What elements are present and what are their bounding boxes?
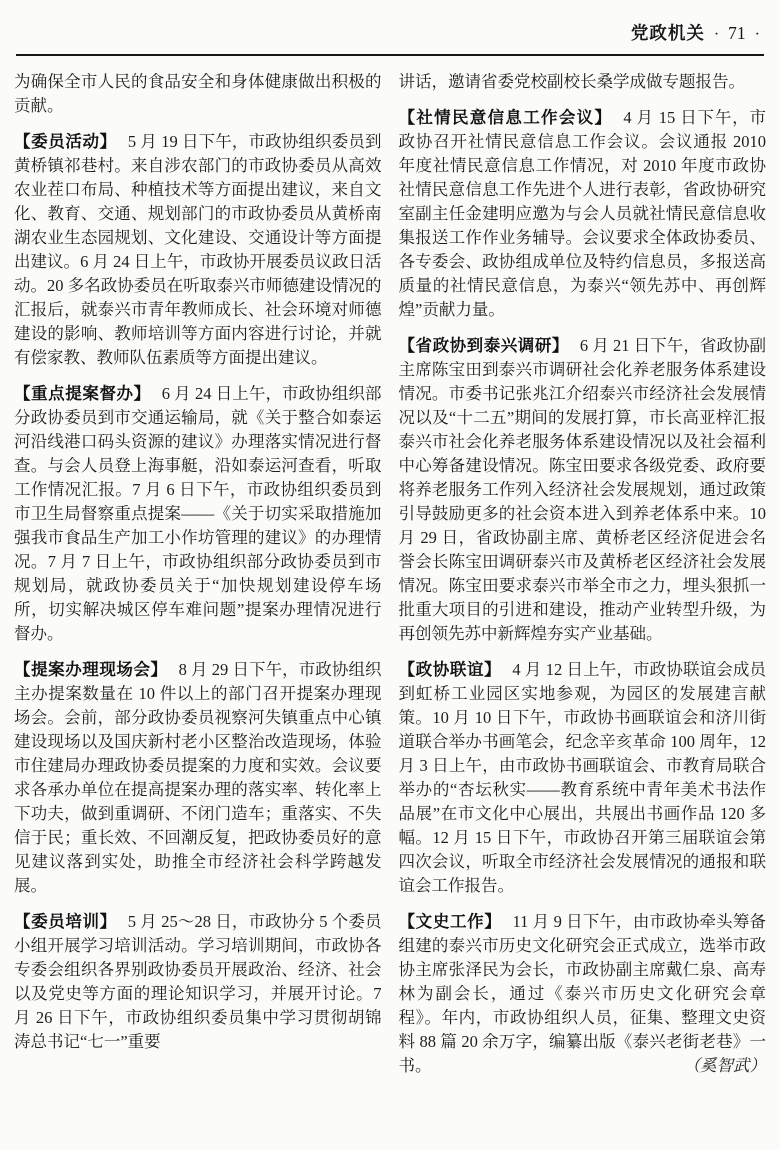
section-body: 6 月 21 日下午，省政协副主席陈宝田到泰兴市调研社会化养老服务体系建设情况。市委书记张兆江介绍泰兴市经济社会发展情况以及“十二五”期间的发展打算，市长高亚梓汇报泰兴市社会化养老服务体系建设情况以及社会福利中心筹备建设情况。陈宝田要求各级党委、政府要将养老服务工作列入经济社会发展规划，通过政策引导鼓励更多的社会资本进入到养老体系中来。10 月 29 日，省政协副主席、黄桥老区经济促进会名誉会长陈宝田调研泰兴市及黄桥老区经济社会发展情况。陈宝田要求泰兴市举全市之力，埋头狠抓一批重大项目的引进和建设，推动产业转型升级，为再创领先苏中新辉煌夯实产业基础。 [398, 336, 767, 643]
section-body: 8 月 29 日下午，市政协组织主办提案数量在 10 件以上的部门召开提案办理现场会。会前，部分政协委员视察河失镇重点中心镇建设现场以及国庆新村老小区整治改造现场，体验市住建局办理政协委员提案的力度和实效。会议要求各承办单位在提高提案办理的落实率、转化率上下功夫，做到重调研、不闭门造车；重落实、不失信于民；重长效、不回潮反复，把政协委员好的意见建议落到实处，助推全市经济社会科学跨越发展。 [14, 660, 382, 895]
section-heading: 【委员活动】 [14, 133, 117, 151]
page-number: 71 [728, 23, 746, 43]
section-heading: 【政协联谊】 [398, 661, 502, 679]
section-body: 6 月 24 日上午，市政协组织部分政协委员到市交通运输局，就《关于整合如泰运河沿线港口码头资源的建议》办理落实情况进行督查。与会人员登上海事艇，沿如泰运河查看，听取工作情况汇报。7 月 6 日下午，市政协组织委员到市卫生局督察重点提案——《关于切实采取措施加强我市食品生产加工小作坊管理的建议》的办理情况。7 月 7 日上午，市政协组织部分政协委员到市规划局，就政协委员关于“加快规划建设停车场所，切实解决城区停车难问题”提案办理情况进行督办。 [14, 384, 382, 643]
right-column [399, 70, 767, 1078]
text-columns [14, 70, 766, 1078]
page-header [14, 12, 766, 54]
author-byline: （奚智武） [683, 1056, 766, 1075]
header-separator-dot: · [754, 26, 760, 43]
section-body: 4 月 12 日上午，市政协联谊会成员到虹桥工业园区实地参观，为园区的发展建言献策。10 月 10 日下午，市政协书画联谊会和济川街道联合举办书画笔会，纪念辛亥革命 100 周年，12 月 3 日上午，由市政协书画联谊会、市教育局联合举办的“杏坛秋实——教育系统中青年美术书法作品展”在市文化中心展出，共展出书画作品 120 多幅。12 月 15 日下午，市政协召开第三届联谊会第四次会议，听取全市经济社会发展情况的通报和联谊会工作报告。 [398, 660, 767, 895]
continuation-paragraph: 讲话，邀请省委党校副校长桑学成做专题报告。 [398, 72, 745, 91]
section-heading: 【委员培训】 [14, 913, 117, 931]
section-entry [399, 910, 767, 1078]
header-rule [16, 54, 764, 56]
section-heading: 【社情民意信息工作会议】 [398, 109, 613, 127]
section-body: 11 月 9 日下午，由市政协牵头筹备组建的泰兴市历史文化研究会正式成立，选举市政协主席张泽民为会长，市政协副主席戴仁泉、高寿林为副会长，通过《泰兴市历史文化研究会章程》。年内，市政协组织人员，征集、整理文史资料 88 篇 20 余万字，编纂出版《泰兴老街老巷》一书。 [398, 912, 767, 1075]
left-column [14, 70, 382, 1078]
section-heading: 【文史工作】 [398, 913, 502, 931]
section-heading: 【重点提案督办】 [14, 385, 151, 403]
section-entry [14, 910, 382, 1054]
section-entry [14, 130, 382, 370]
running-head-section-title: 党政机关 [630, 23, 705, 43]
section-body: 4 月 15 日下午，市政协召开社情民意信息工作会议。会议通报 2010 年度社情民意信息工作情况，对 2010 年度市政协社情民意信息工作先进个人进行表彰，省政协研究室副主任金建明应邀为与会人员就社情民意信息收集报送工作作业务辅导。会议要求全体政协委员、各专委会、政协组成单位及特约信息员，多报送高质量的社情民意信息，为泰兴“领先苏中、再创辉煌”贡献力量。 [398, 108, 767, 319]
section-entry [399, 658, 767, 898]
continuation-paragraph: 为确保全市人民的食品安全和身体健康做出积极的贡献。 [14, 72, 382, 115]
section-entry [14, 658, 382, 898]
section-entry [399, 106, 767, 322]
section-body: 5 月 19 日下午，市政协组织委员到黄桥镇祁巷村。来自涉农部门的市政协委员从高效农业茬口布局、种植技术等方面提出建议，来自文化、教育、交通、规划部门的市政协委员从黄桥南湖农业生态园规划、文化建设、交通设计等方面提出建议。6 月 24 日上午，市政协开展委员议政日活动。20 多名政协委员在听取泰兴市师德建设情况的汇报后，就泰兴市青年教师成长、社会环境对师德建设的影响、教师培训等方面内容进行讨论，并就有偿家教、教师队伍素质等方面提出建议。 [14, 132, 382, 367]
section-body: 5 月 25～28 日，市政协分 5 个委员小组开展学习培训活动。学习培训期间，市政协各专委会组织各界别政协委员开展政治、经济、社会以及党史等方面的理论知识学习，并展开讨论。7 月 26 日下午，市政协组织委员集中学习贯彻胡锦涛总书记“七一”重要 [14, 912, 382, 1051]
section-heading: 【提案办理现场会】 [14, 661, 168, 679]
section-entry [14, 382, 382, 646]
section-heading: 【省政协到泰兴调研】 [398, 337, 569, 355]
header-separator-dot: · [713, 26, 720, 43]
section-entry [399, 334, 767, 646]
